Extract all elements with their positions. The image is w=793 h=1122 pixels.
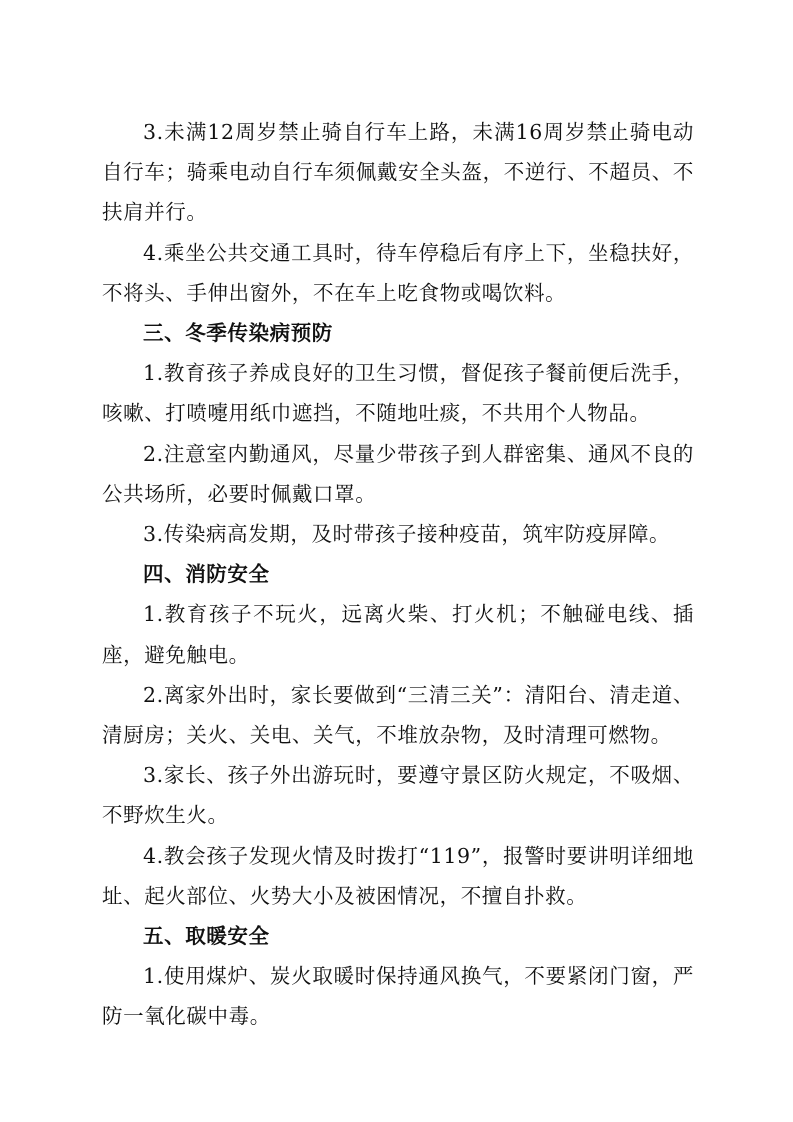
paragraph-disease-2: 2.注意室内勤通风，尽量少带孩子到人群密集、通风不良的公共场所，必要时佩戴口罩。 (102, 441, 694, 506)
section-heading-infectious-disease: 三、冬季传染病预防 (143, 321, 333, 346)
paragraph-disease-3: 3.传染病高发期，及时带孩子接种疫苗，筑牢防疫屏障。 (143, 522, 671, 547)
paragraph-disease-1: 1.教育孩子养成良好的卫生习惯，督促孩子餐前便后洗手，咳嗽、打喷嚏用纸巾遮挡，不随地吐痰，不共用个人物品。 (102, 361, 694, 426)
document-body (102, 112, 694, 1037)
paragraph-traffic-4: 4.乘坐公共交通工具时，待车停稳后有序上下，坐稳扶好，不将头、手伸出窗外，不在车上吃食物或喝饮料。 (102, 240, 694, 305)
section-heading-fire-safety: 四、消防安全 (143, 562, 270, 587)
paragraph-traffic-3: 3.未满12周岁禁止骑自行车上路，未满16周岁禁止骑电动自行车；骑乘电动自行车须佩戴安全头盔，不逆行、不超员、不扶肩并行。 (102, 120, 694, 225)
paragraph-fire-1: 1.教育孩子不玩火，远离火柴、打火机；不触碰电线、插座，避免触电。 (102, 602, 694, 667)
paragraph-heating-1: 1.使用煤炉、炭火取暖时保持通风换气，不要紧闭门窗，严防一氧化碳中毒。 (102, 964, 694, 1029)
paragraph-fire-2: 2.离家外出时，家长要做到“三清三关”：清阳台、清走道、清厨房；关火、关电、关气，不堆放杂物，及时清理可燃物。 (102, 682, 694, 748)
paragraph-fire-3: 3.家长、孩子外出游玩时，要遵守景区防火规定，不吸烟、不野炊生火。 (102, 763, 694, 828)
section-heading-heating-safety: 五、取暖安全 (143, 924, 270, 949)
paragraph-fire-4: 4.教会孩子发现火情及时拨打“119”，报警时要讲明详细地址、起火部位、火势大小及被困情况，不擅自扑救。 (102, 843, 694, 908)
